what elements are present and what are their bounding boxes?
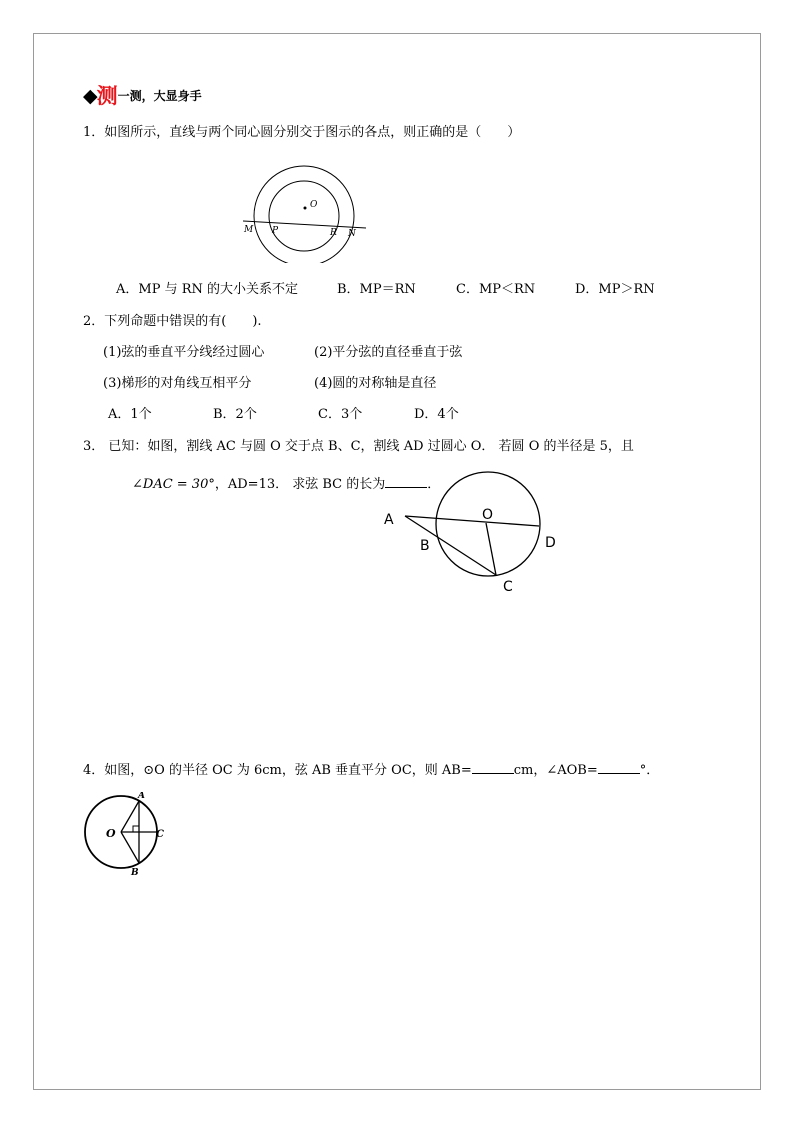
- q4-label-b: B: [131, 868, 139, 878]
- q3-secant-ac: [405, 516, 496, 575]
- q4-stem-part3: °．: [639, 763, 660, 778]
- q2-statement-1: (1)弦的垂直平分线经过圆心: [103, 345, 265, 360]
- q1-label-o: O: [310, 200, 318, 210]
- q4-label-c: C: [156, 829, 164, 840]
- q3-end: ．: [427, 477, 441, 492]
- q3-angle: ∠DAC = 30°: [132, 477, 215, 492]
- q1-label-r: R: [330, 228, 337, 238]
- q2-option-c: C．3个: [318, 407, 363, 422]
- q1-figure: [238, 157, 372, 263]
- q1-inner-circle: [269, 181, 339, 251]
- q3-condition: ，AD=13． 求弦 BC 的长为: [214, 477, 386, 492]
- q1-label-m: M: [244, 225, 254, 235]
- q4-radius-ob: [121, 832, 139, 863]
- q2-statement-2: (2)平分弦的直径垂直于弦: [314, 345, 463, 360]
- q3-label-d: D: [545, 535, 556, 551]
- q3-radius-oc: [486, 523, 496, 575]
- q4-ab-blank[interactable]: [472, 761, 514, 774]
- diamond-icon: ◆: [83, 85, 98, 107]
- q3-figure: [378, 468, 568, 598]
- q1-label-n: N: [348, 229, 356, 239]
- section-title-char: 测: [96, 83, 118, 108]
- q1-label-p: P: [272, 226, 279, 236]
- q3-circle: [436, 472, 540, 576]
- q1-option-c: C．MP＜RN: [456, 282, 536, 297]
- q1-option-a: A．MP 与 RN 的大小关系不定: [116, 282, 299, 297]
- q2-statement-4: (4)圆的对称轴是直径: [314, 376, 437, 391]
- section-subtitle: 一测，大显身手: [117, 89, 202, 103]
- q4-radius-oa: [121, 801, 139, 832]
- q2-stem: 2．下列命题中错误的有( ).: [83, 314, 262, 329]
- q2-option-b: B．2个: [213, 407, 257, 422]
- q4-figure: [80, 792, 172, 880]
- q4-label-o: O: [106, 827, 116, 840]
- q4-angle-blank[interactable]: [598, 761, 640, 774]
- q3-label-o: O: [482, 507, 494, 523]
- q4-stem-part2: cm，∠AOB=: [513, 763, 598, 778]
- q4-right-angle-mark: [133, 826, 139, 832]
- q3-stem: 3． 已知：如图，割线 AC 与圆 O 交于点 B、C，割线 AD 过圆心 O． 若圆 O 的半径是 5，且: [83, 439, 634, 454]
- q1-option-d: D．MP＞RN: [575, 282, 655, 297]
- q1-option-b: B．MP＝RN: [337, 282, 416, 297]
- q3-label-b: B: [420, 538, 430, 554]
- q3-label-a: A: [384, 512, 394, 528]
- q1-stem: 1．如图所示，直线与两个同心圆分别交于图示的各点，则正确的是（ ）: [83, 125, 521, 140]
- q1-center-dot: [304, 207, 307, 210]
- q2-option-a: A．1个: [108, 407, 152, 422]
- section-header: [83, 85, 202, 111]
- q3-label-c: C: [503, 579, 513, 595]
- q4-label-a: A: [138, 792, 145, 801]
- q2-statement-3: (3)梯形的对角线互相平分: [103, 376, 252, 391]
- q4-stem: [83, 761, 659, 779]
- q4-stem-part1: 4．如图，⊙O 的半径 OC 为 6cm，弦 AB 垂直平分 OC，则 AB=: [83, 763, 472, 778]
- q1-secant-line: [243, 221, 366, 228]
- q2-option-d: D．4个: [414, 407, 459, 422]
- q3-secant-ad: [405, 516, 539, 526]
